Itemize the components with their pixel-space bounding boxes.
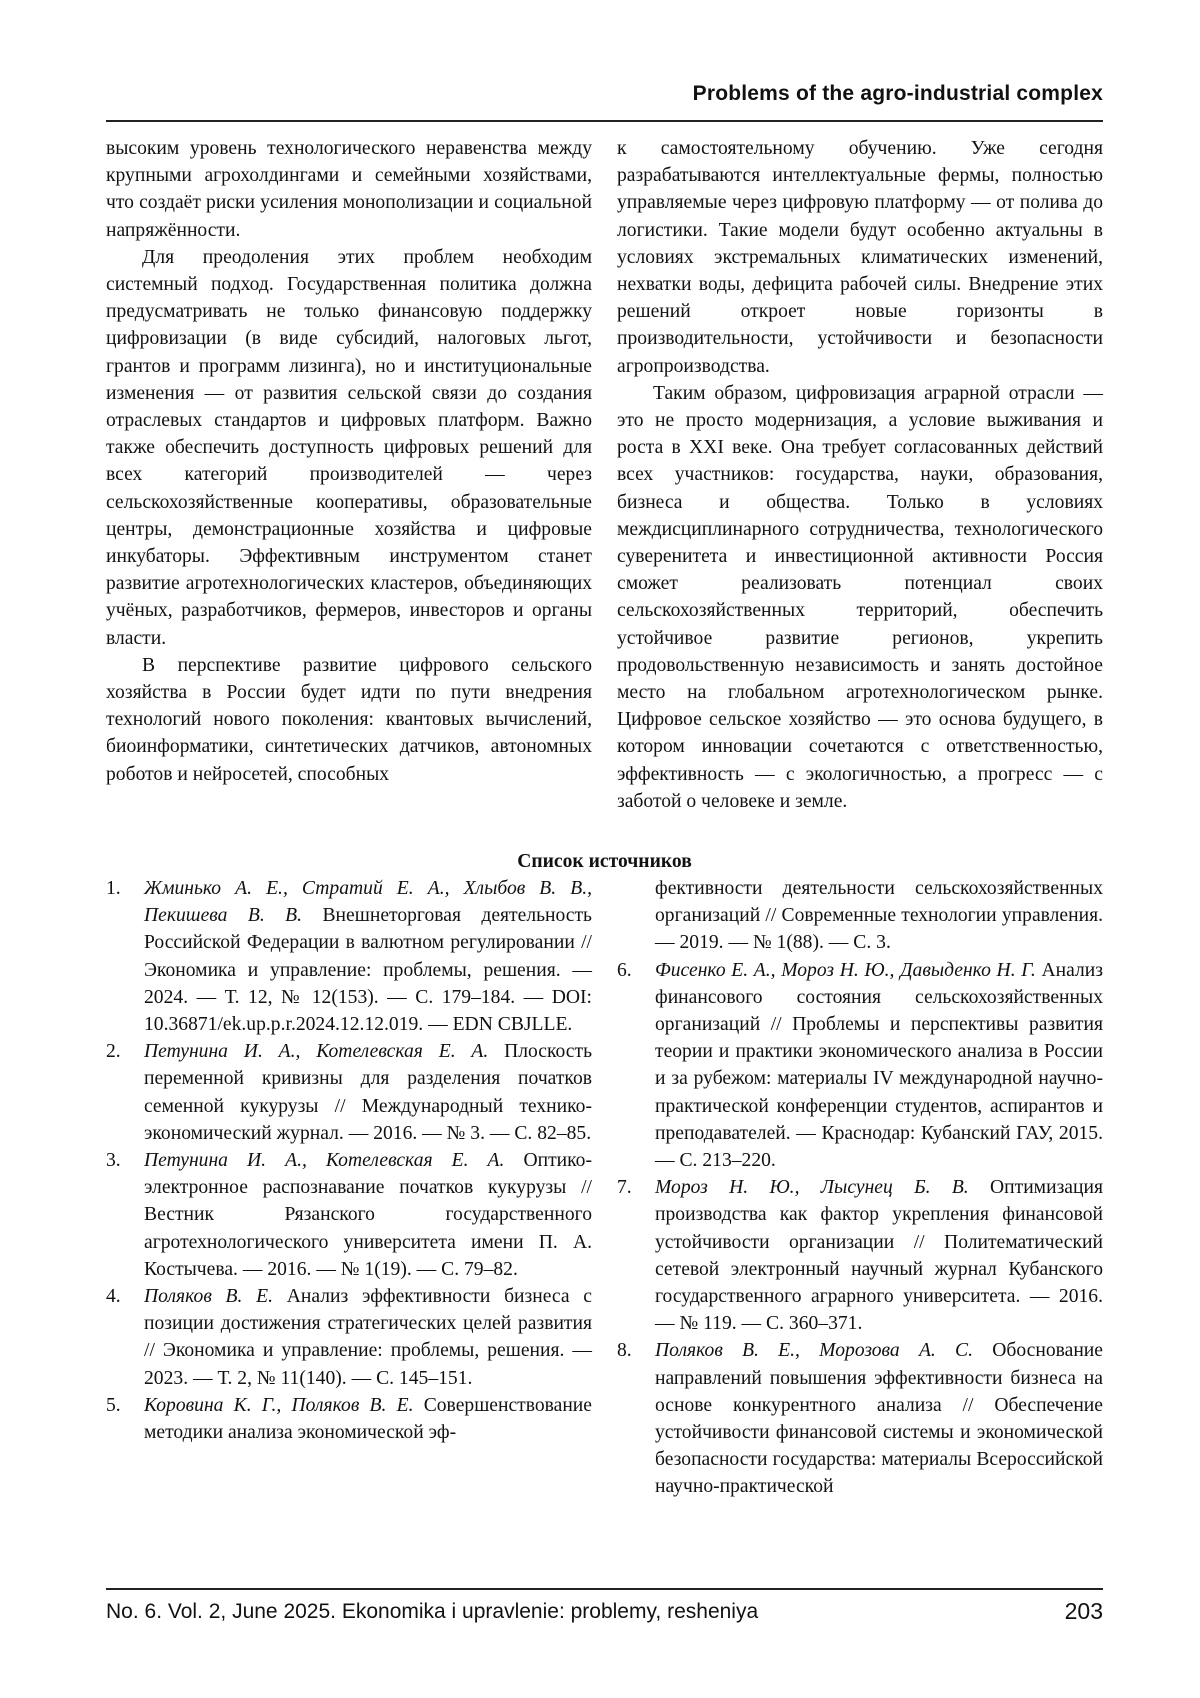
reference-authors: Петунина И. А., Котелевская Е. А. (144, 1041, 489, 1063)
reference-text: Совершенствование методики анализа экономической эф- (144, 1394, 592, 1444)
reference-text: Внешнеторговая деятельность Российской Федерации в валютном регулировании // Экономика и управление: проблемы, решения. — 2024. — Т. 12, № 12(153). — С. 179–184. — DOI: 10.36871/ek.up.p.r.2024.12.12.019. — EDN CBJLLE. (144, 905, 592, 1036)
reference-authors: Поляков В. Е., Морозова А. С. (655, 1340, 974, 1362)
reference-authors: Петунина И. А., Котелевская Е. А. (144, 1150, 505, 1172)
references-list-right (617, 875, 1103, 1501)
reference-number: 4. (106, 1286, 121, 1308)
reference-number: 8. (617, 1340, 632, 1362)
reference-text: Оптико-электронное распознавание початков кукурузы // Вестник Рязанского государственного агротехнологического университета имени П. А. Костычева. — 2016. — № 1(19). — С. 79–82. (144, 1150, 592, 1280)
reference-text: Анализ финансового состояния сельскохозяйственных организаций // Проблемы и перспективы развития теории и практики экономического анализа в России и за рубежом: материалы IV международной научно-практической конференции студентов, аспирантов и преподавателей. — Краснодар: Кубанский ГАУ, 2015. — С. 213–220. (655, 959, 1103, 1172)
body-column-left (106, 135, 592, 788)
reference-item (617, 1337, 1103, 1500)
paragraph: В перспективе развитие цифрового сельского хозяйства в России будет идти по пути внедрения технологий нового поколения: квантовых вычислений, биоинформатики, синтетических датчиков, автономных роботов и нейросетей, способных (106, 654, 592, 785)
header-rule (106, 120, 1103, 122)
reference-text: Плоскость переменной кривизны для разделения початков семенной кукурузы // Международный технико-экономический журнал. — 2016. — № 3. — С. 82–85. (144, 1041, 593, 1144)
reference-number: 6. (617, 959, 632, 981)
references-list-left (106, 875, 592, 1446)
reference-item (106, 1147, 592, 1283)
reference-number: 5. (106, 1394, 121, 1416)
reference-authors: Поляков В. Е. (144, 1286, 274, 1308)
reference-number: 1. (106, 878, 121, 899)
reference-number: 3. (106, 1150, 121, 1172)
paragraph: к самостоятельному обучению. Уже сегодня разрабатываются интеллектуальные фермы, полностью управляемые через цифровую платформу — от полива до логистики. Такие модели будут особенно актуальны в условиях экстремальных климатических изменений, нехватки воды, дефицита рабочей силы. Внедрение этих решений откроет новые горизонты в производительности, устойчивости и безопасности агропроизводства. (617, 138, 1103, 377)
paragraph: Для преодоления этих проблем необходим системный подход. Государственная политика должна предусматривать не только финансовую поддержку цифровизации (в виде субсидий, налоговых льгот, грантов и программ лизинга), но и институциональные изменения — от развития сельской связи до создания отраслевых стандартов и цифровых платформ. Важно также обеспечить доступность цифровых решений для всех категорий производителей — через сельскохозяйственные кооперативы, образовательные центры, демонстрационные хозяйства и цифровые инкубаторы. Эффективным инструментом станет развитие агротехнологических кластеров, объединяющих учёных, разработчиков, фермеров, инвесторов и органы власти. (106, 246, 592, 649)
reference-authors: Мороз Н. Ю., Лысунец Б. В. (655, 1177, 969, 1199)
reference-item (106, 1038, 592, 1147)
reference-continuation: фективности деятельности сельскохозяйственных организаций // Современные технологии управления. — 2019. — № 1(88). — С. 3. (655, 878, 1103, 954)
footer-rule (106, 1588, 1103, 1590)
references-heading: Список источников (517, 851, 692, 872)
paragraph: высоким уровень технологического неравенства между крупными агрохолдингами и семейными хозяйствами, что создаёт риски усиления монополизации и социальной напряжённости. (106, 138, 592, 241)
reference-item (617, 957, 1103, 1175)
reference-number: 7. (617, 1177, 632, 1199)
reference-item (106, 1283, 592, 1392)
body-column-right (617, 135, 1103, 815)
reference-text: Оптимизация производства как фактор укрепления финансовой устойчивости организации // Политематический сетевой электронный научный журнал Кубанского государственного аграрного университета. — 2016. — № 119. — С. 360–371. (655, 1177, 1103, 1335)
reference-authors: Коровина К. Г., Поляков В. Е. (144, 1394, 414, 1416)
reference-item (106, 875, 592, 1038)
page-number: 203 (1064, 1598, 1103, 1624)
reference-number: 2. (106, 1041, 121, 1063)
reference-text: Обоснование направлений повышения эффективности бизнеса на основе конкурентного анализа // Обеспечение устойчивости финансовой системы и экономической безопасности государства: материалы Всероссийской научно-практической (655, 1340, 1103, 1498)
paragraph: Таким образом, цифровизация аграрной отрасли — это не просто модернизация, а условие выживания и роста в XXI веке. Она требует согласованных действий всех участников: государства, науки, образования, бизнеса и общества. Только в условиях междисциплинарного сотрудничества, технологического суверенитета и инвестиционной активности Россия сможет реализовать потенциал своих сельскохозяйственных территорий, обеспечить устойчивое развитие регионов, укрепить продовольственную независимость и занять достойное место на глобальном агротехнологическом рынке. Цифровое сельское хозяйство — это основа будущего, в котором инновации сочетаются с ответственностью, эффективность — с экологичностью, а прогресс — с заботой о человеке и земле. (617, 382, 1103, 812)
reference-text: Анализ эффективности бизнеса с позиции достижения стратегических целей развития // Экономика и управление: проблемы, решения. — 2023. — Т. 2, № 11(140). — С. 145–151. (144, 1286, 592, 1389)
reference-authors: Жминько А. Е., Стратий Е. А., Хлыбов В. В., Пекишева В. В. (144, 878, 592, 927)
journal-footer: No. 6. Vol. 2, June 2025. Ekonomika i upravlenie: problemy, resheniya (106, 1600, 759, 1623)
running-header: Problems of the agro-industrial complex (692, 82, 1103, 105)
reference-authors: Фисенко Е. А., Мороз Н. Ю., Давыденко Н. Г. (655, 959, 1036, 981)
reference-item (106, 1392, 592, 1446)
reference-item (617, 1174, 1103, 1337)
